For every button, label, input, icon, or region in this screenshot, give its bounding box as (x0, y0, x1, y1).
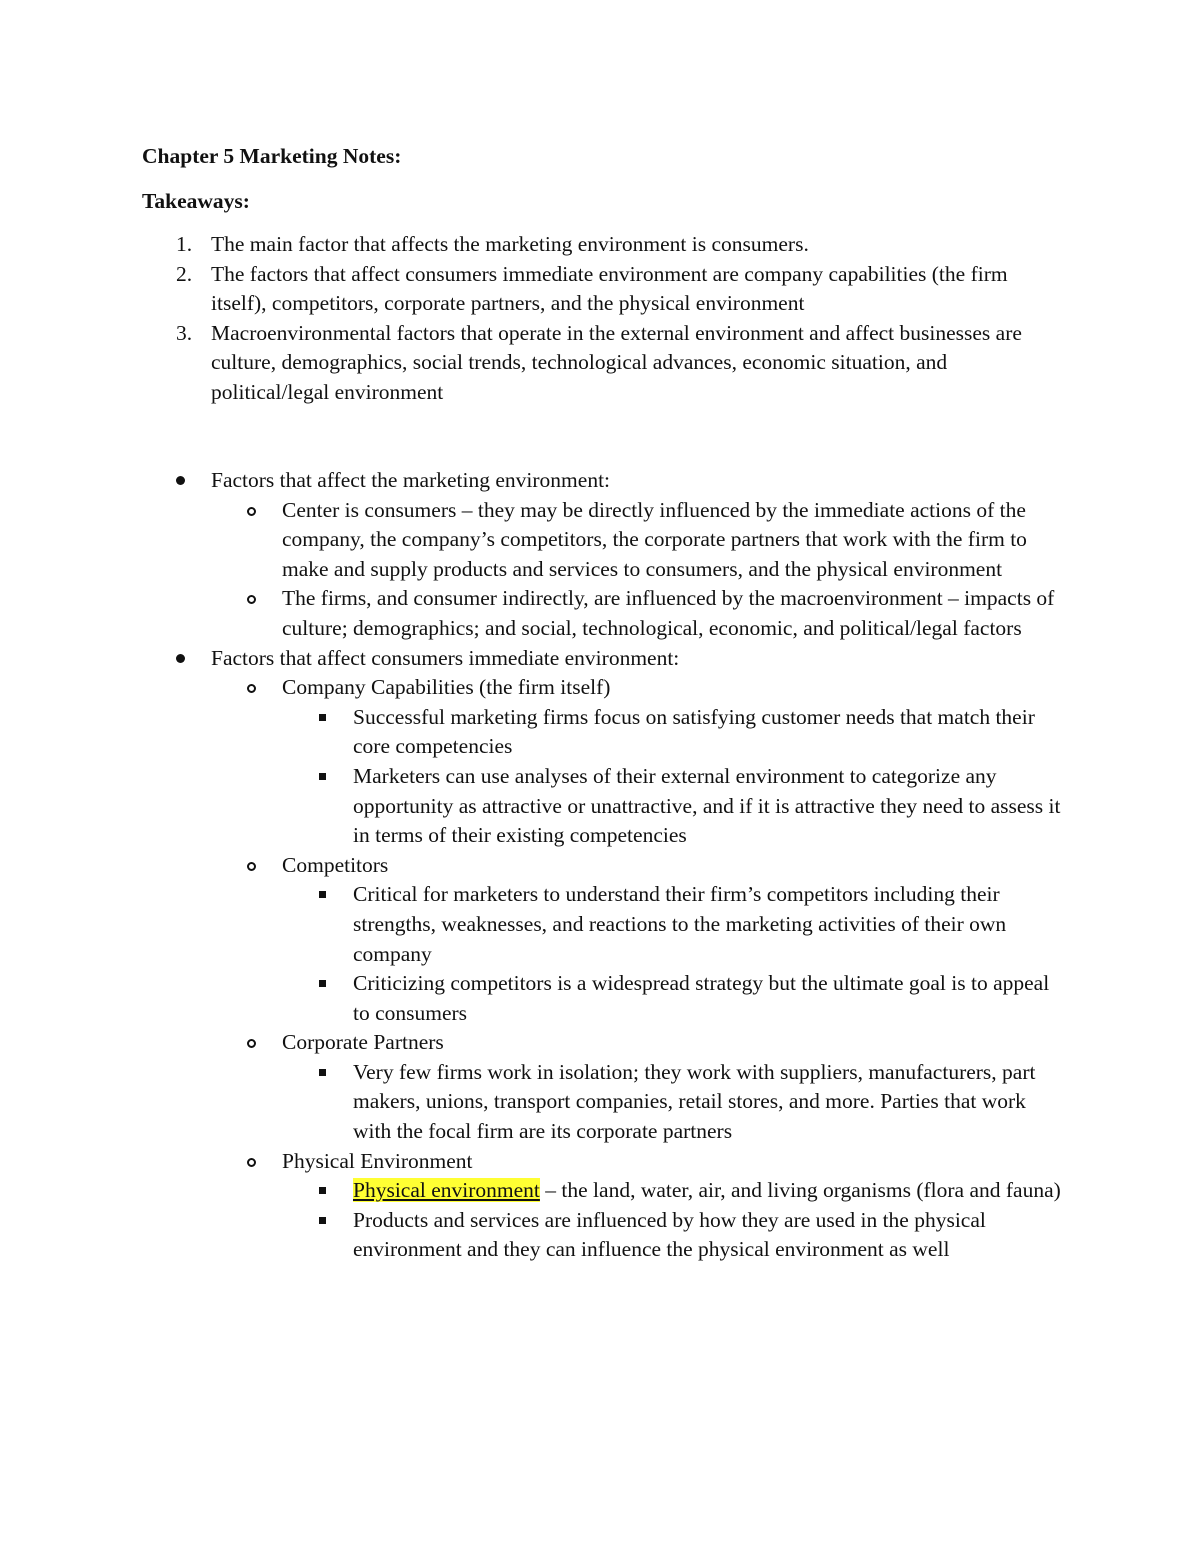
document-title: Chapter 5 Marketing Notes: (142, 144, 402, 168)
sub-item-text: Corporate Partners (282, 1030, 444, 1055)
detail-item (282, 762, 1062, 851)
detail-list (282, 703, 1062, 851)
sub-list (211, 496, 1062, 644)
bullet-square-icon (319, 714, 326, 721)
sub-item-company-capabilities (211, 673, 1062, 851)
detail-item-text: Criticizing competitors is a widespread strategy but the ultimate goal is to appeal to consumers (353, 971, 1050, 1025)
detail-item (282, 1058, 1062, 1147)
bullet-circle-icon (247, 1158, 256, 1167)
sub-item-text: Physical Environment (282, 1148, 473, 1173)
detail-list (282, 880, 1062, 1028)
bullet-circle-icon (247, 862, 256, 871)
bullet-square-icon (319, 980, 326, 987)
sub-item-text: The firms, and consumer indirectly, are influenced by the macroenvironment – impacts of culture; demographics; and social, technological, economic, and political/legal factors (282, 586, 1055, 640)
bullet-square-icon (319, 1217, 326, 1224)
detail-item (282, 880, 1062, 969)
takeaway-item (142, 230, 1062, 260)
outline-list (142, 466, 1062, 1265)
takeaway-text: The factors that affect consumers immediate environment are company capabilities (the firm itself), competitors, corporate partners, and the physical environment (211, 261, 1008, 316)
detail-item (282, 969, 1062, 1028)
bullet-circle-icon (247, 595, 256, 604)
detail-list (282, 1058, 1062, 1147)
outline-item-text: Factors that affect the marketing environment: (211, 468, 611, 492)
detail-item-text: Critical for marketers to understand their firm’s competitors including their strengths, weaknesses, and reactions to the marketing activities of their own company (353, 882, 1007, 966)
sub-item (211, 496, 1062, 585)
detail-item (282, 703, 1062, 762)
detail-item (282, 1206, 1062, 1265)
bullet-square-icon (319, 891, 326, 898)
outline-item-marketing-environment (142, 466, 1062, 644)
detail-item-definition (282, 1176, 1062, 1206)
detail-list (282, 1176, 1062, 1265)
sub-item-physical-environment (211, 1147, 1062, 1265)
sub-item-text: Competitors (282, 852, 389, 877)
takeaway-item (142, 319, 1062, 408)
sub-item (211, 584, 1062, 643)
takeaway-text: The main factor that affects the marketing environment is consumers. (211, 232, 809, 256)
outline-item-immediate-environment (142, 644, 1062, 1265)
sub-item-text: Company Capabilities (the firm itself) (282, 675, 611, 700)
highlighted-term: Physical environment (353, 1178, 540, 1203)
bullet-dot-icon (176, 654, 185, 663)
sub-item-text: Center is consumers – they may be directly influenced by the immediate actions of the company, the company’s competitors, the corporate partners that work with the firm to make and supply products and services to consumers, and the physical environment (282, 497, 1027, 581)
detail-item-text: Products and services are influenced by how they are used in the physical environment and they can influence the physical environment as well (353, 1207, 986, 1262)
bullet-square-icon (319, 1069, 326, 1076)
takeaway-text: Macroenvironmental factors that operate in the external environment and affect businesses are culture, demographics, social trends, technological advances, economic situation, and political/legal environment (211, 320, 1022, 404)
bullet-circle-icon (247, 684, 256, 693)
detail-item-text: Very few firms work in isolation; they work with suppliers, manufacturers, part makers, unions, transport companies, retail stores, and more. Parties that work with the focal firm are its corporate partners (353, 1059, 1036, 1144)
bullet-circle-icon (247, 507, 256, 516)
takeaway-item (142, 260, 1062, 319)
sub-list (211, 673, 1062, 1265)
detail-item-text: Successful marketing firms focus on satisfying customer needs that match their core competencies (353, 704, 1035, 759)
takeaway-number: 2. (176, 261, 193, 286)
takeaways-list (142, 230, 1062, 408)
bullet-square-icon (319, 1187, 326, 1194)
sub-item-competitors (211, 851, 1062, 1029)
sub-item-corporate-partners (211, 1028, 1062, 1146)
takeaway-number: 3. (176, 320, 193, 345)
takeaways-heading: Takeaways: (142, 189, 250, 213)
bullet-dot-icon (176, 476, 185, 485)
bullet-square-icon (319, 773, 326, 780)
outline-item-text: Factors that affect consumers immediate environment: (211, 645, 680, 670)
bullet-circle-icon (247, 1039, 256, 1048)
definition-text: – the land, water, air, and living organisms (flora and fauna) (539, 1178, 1061, 1203)
takeaway-number: 1. (176, 232, 193, 256)
detail-item-text: Marketers can use analyses of their external environment to categorize any opportunity as attractive or unattractive, and if it is attractive they need to assess it in terms of their existing competencies (353, 763, 1061, 848)
